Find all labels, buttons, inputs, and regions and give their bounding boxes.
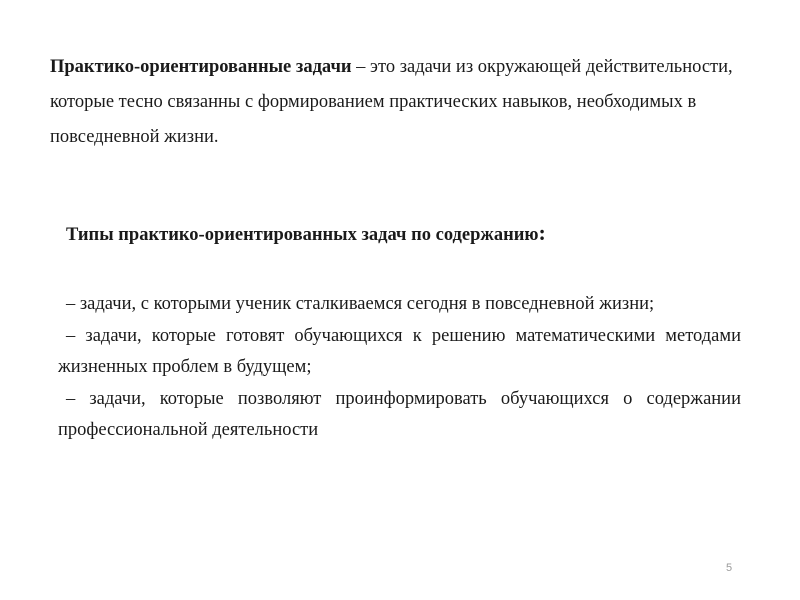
definition-term: Практико-ориентированные задачи — [50, 57, 352, 77]
types-heading-text: Типы практико-ориентированных задач по содержанию — [66, 225, 539, 245]
list-item: – задачи, которые позволяют проинформировать обучающихся о содержании профессиональной деятельности — [58, 388, 741, 440]
types-heading — [66, 218, 766, 250]
list-item: – задачи, с которыми ученик сталкиваемся сегодня в повседневной жизни; — [66, 294, 655, 314]
types-heading-colon: : — [538, 220, 546, 245]
definition-paragraph — [50, 50, 775, 155]
definition-text: – это задачи из окружающей действительности, которые тесно связанны с формированием практических навыков, необходимых в повседневной жизни. — [50, 57, 733, 147]
list-item: – задачи, которые готовят обучающихся к решению математическими методами жизненных проблем в будущем; — [58, 325, 741, 377]
types-list — [58, 289, 741, 447]
page-number: 5 — [726, 562, 733, 574]
